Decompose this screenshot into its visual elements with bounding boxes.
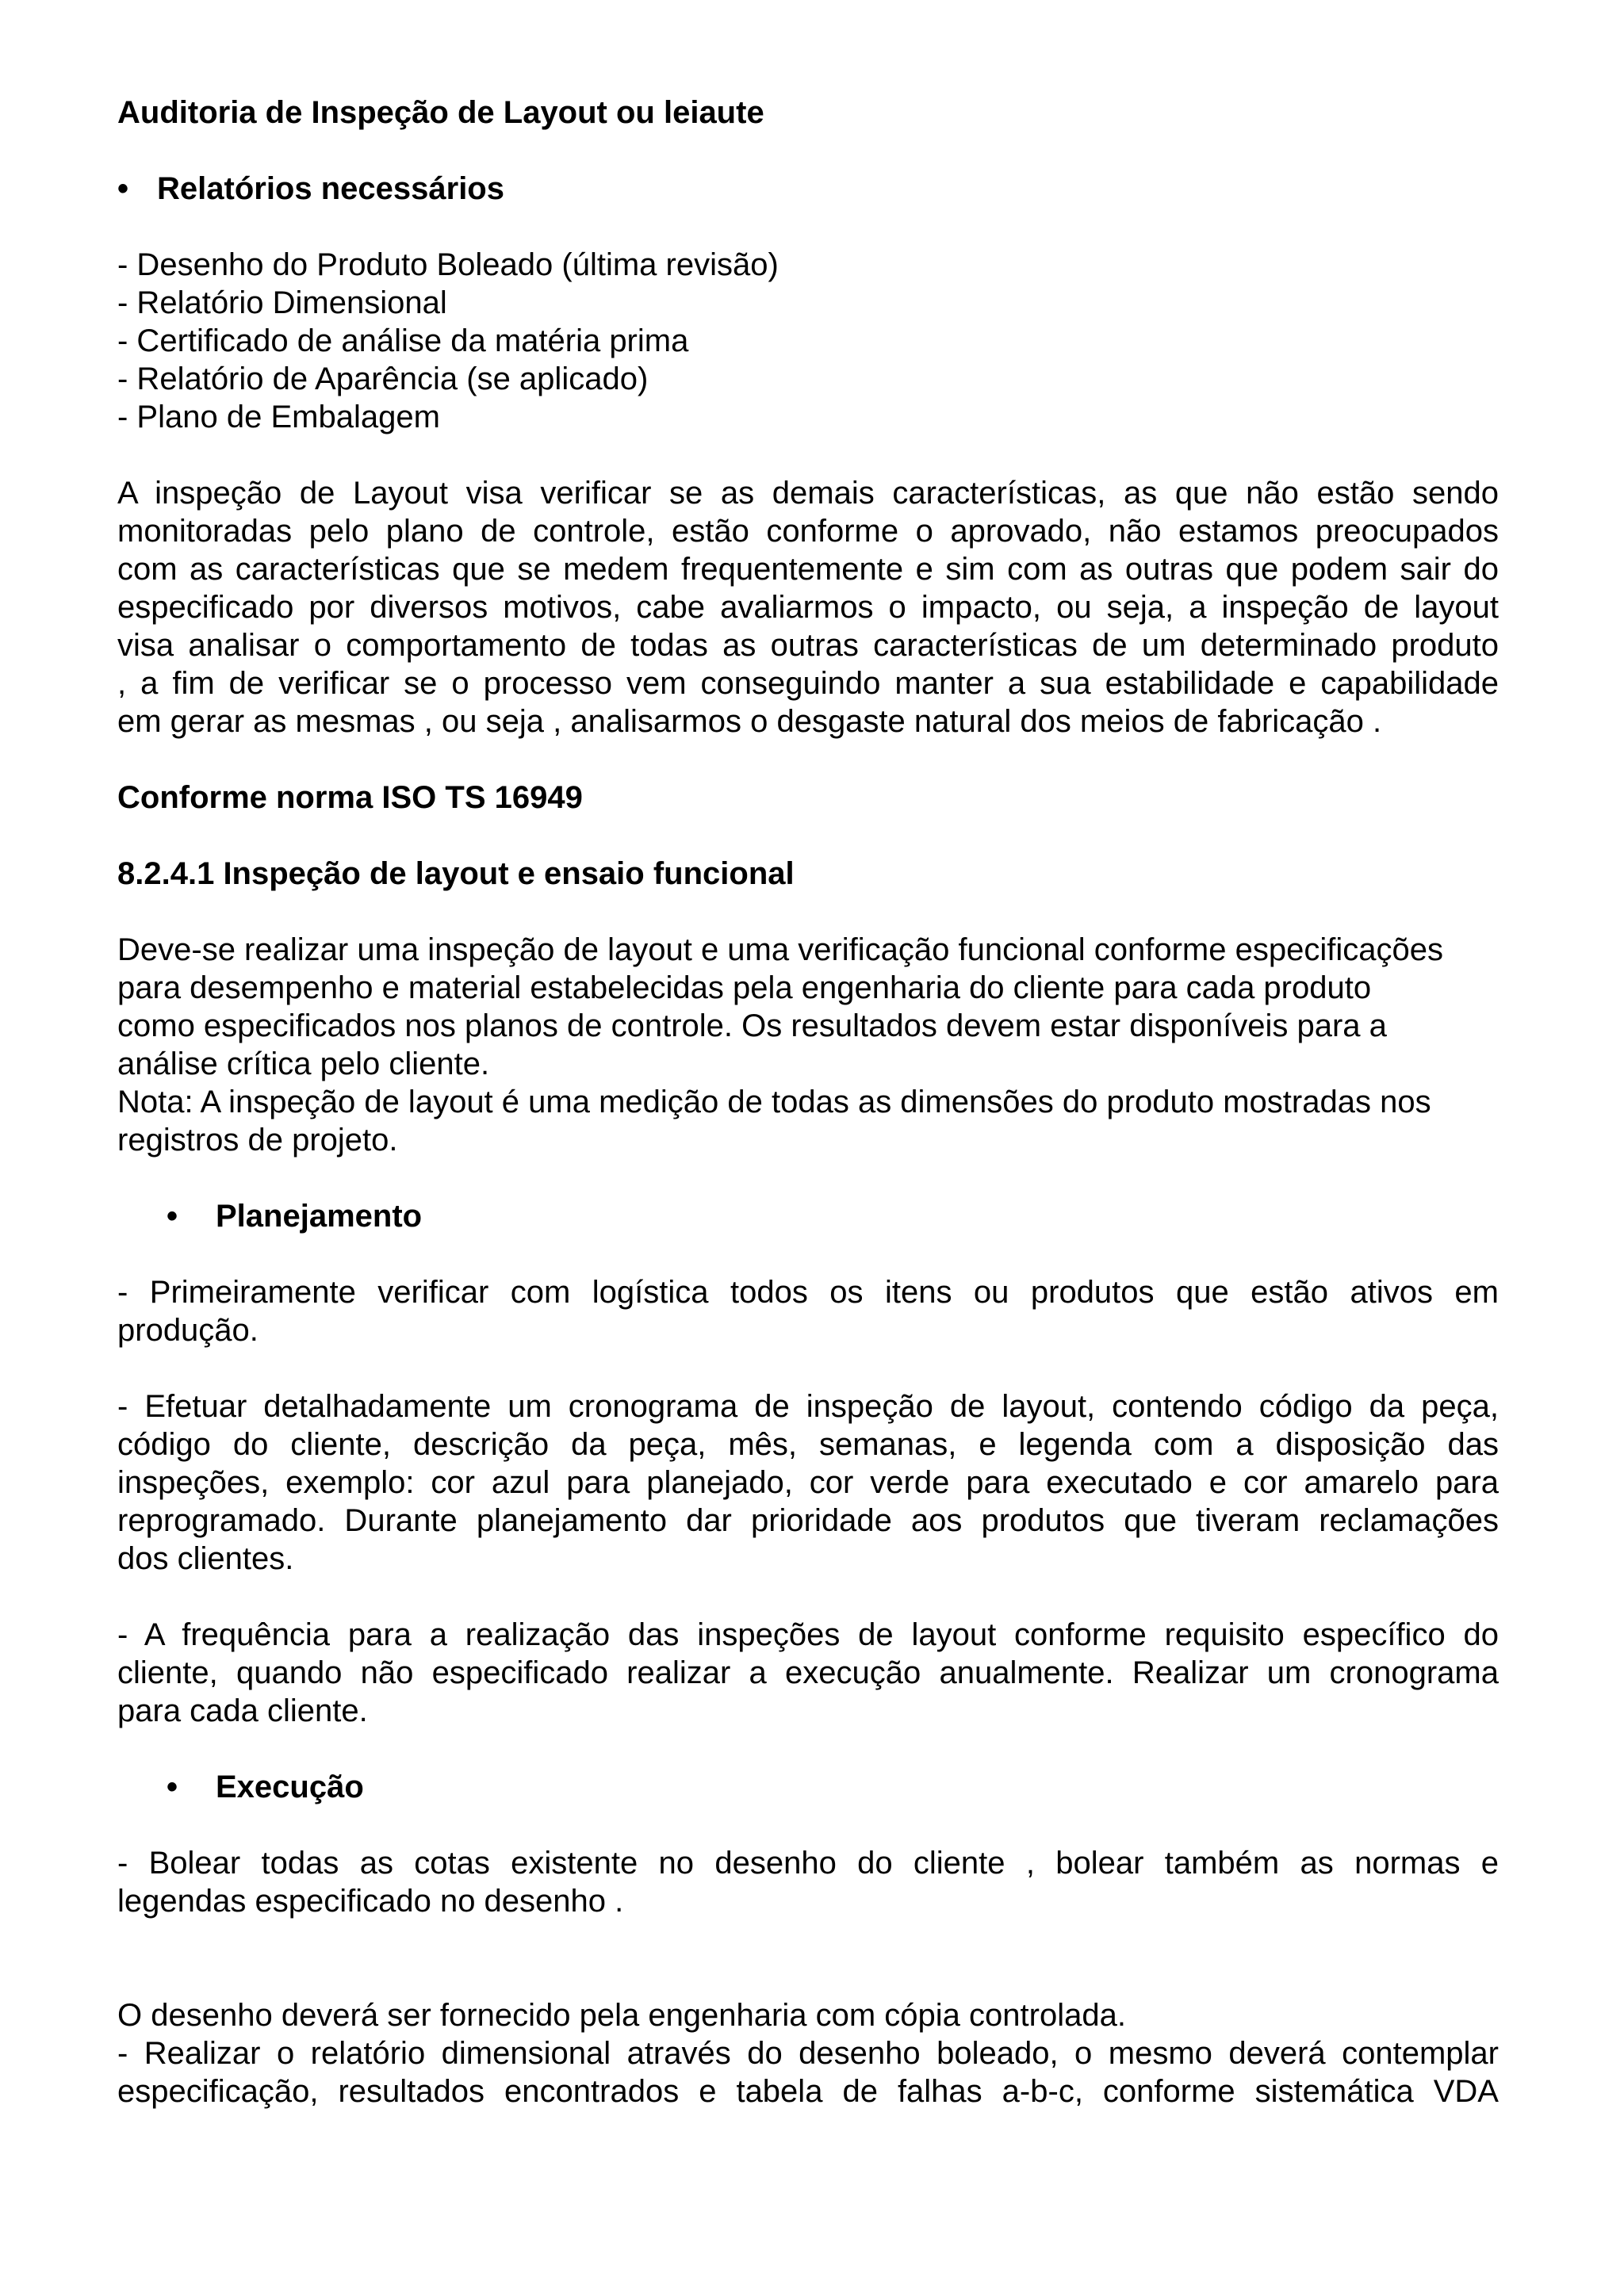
list-item: - Plano de Embalagem [117,400,440,434]
clause-heading: 8.2.4.1 Inspeção de layout e ensaio funcional [117,856,795,891]
paragraph-line: Deve-se realizar uma inspeção de layout e uma verificação funcional conforme especificações [117,932,1443,967]
reports-heading-row [117,170,1499,208]
list-item: - Desenho do Produto Boleado (última revisão) [117,247,779,282]
execution-heading: Execução [216,1770,364,1804]
paragraph-line: dos clientes. [117,1541,294,1576]
execution-paragraph [117,1844,1499,1920]
paragraph-line: registros de projeto. [117,1123,398,1158]
planning-paragraph-2 [117,1387,1499,1578]
paragraph-line: - Realizar o relatório dimensional através do desenho boleado, o mesmo deverá contemplar [117,2036,1499,2071]
paragraph-line: inspeções, exemplo: cor azul para planejado, cor verde para executado e cor amarelo para [117,1465,1499,1500]
paragraph-line: para cada cliente. [117,1693,368,1728]
planning-paragraph-1 [117,1273,1499,1349]
paragraph-line: - A frequência para a realização das inspeções de layout conforme requisito específico do [117,1617,1499,1652]
bullet-icon: • [167,1199,178,1234]
paragraph-line: O desenho deverá ser fornecido pela engenharia com cópia controlada. [117,1998,1126,2033]
paragraph-line: em gerar as mesmas , ou seja , analisarmos o desgaste natural dos meios de fabricação . [117,704,1382,739]
paragraph-line: visa analisar o comportamento de todas as outras características de um determinado produto [117,628,1499,663]
execution-heading-row [117,1768,1499,1806]
paragraph-line: Nota: A inspeção de layout é uma medição de todas as dimensões do produto mostradas nos [117,1085,1431,1119]
paragraph-line: com as características que se medem frequentemente e sim com as outras que podem sair do [117,552,1499,587]
norm-heading: Conforme norma ISO TS 16949 [117,780,583,815]
reports-heading: Relatórios necessários [157,171,504,206]
paragraph-line: cliente, quando não especificado realizar a execução anualmente. Realizar um cronograma [117,1655,1499,1690]
planning-paragraph-3 [117,1616,1499,1730]
paragraph-line: , a fim de verificar se o processo vem conseguindo manter a sua estabilidade e capabilidade [117,666,1499,701]
planning-heading-row [117,1197,1499,1235]
paragraph-line: especificação, resultados encontrados e tabela de falhas a-b-c, conforme sistemática VDA [117,2074,1499,2109]
paragraph-line: especificado por diversos motivos, cabe avaliarmos o impacto, ou seja, a inspeção de layout [117,590,1499,625]
paragraph-line: produção. [117,1313,259,1348]
paragraph-line: código do cliente, descrição da peça, mês, semanas, e legenda com a disposição das [117,1427,1499,1462]
bullet-icon: • [167,1770,178,1804]
document-body [117,94,1499,2110]
paragraph-line: legendas especificado no desenho . [117,1884,624,1919]
paragraph-line: - Primeiramente verificar com logística todos os itens ou produtos que estão ativos em [117,1275,1499,1310]
paragraph-line: reprogramado. Durante planejamento dar prioridade aos produtos que tiveram reclamações [117,1503,1499,1538]
list-item: - Relatório de Aparência (se aplicado) [117,362,649,396]
reports-list [117,246,1499,436]
paragraph-line: para desempenho e material estabelecidas pela engenharia do cliente para cada produto [117,970,1372,1005]
paragraph-line: - Bolear todas as cotas existente no desenho do cliente , bolear também as normas e [117,1846,1499,1881]
paragraph-line: monitoradas pelo plano de controle, estão conforme o aprovado, não estamos preocupados [117,514,1499,549]
bullet-icon: • [117,171,129,206]
paragraph-line: como especificados nos planos de controle. Os resultados devem estar disponíveis para a [117,1008,1387,1043]
intro-paragraph [117,474,1499,740]
execution-closing [117,1996,1499,2110]
list-item: - Relatório Dimensional [117,285,447,320]
list-item: - Certificado de análise da matéria prima [117,323,689,358]
planning-heading: Planejamento [216,1199,423,1234]
paragraph-line: A inspeção de Layout visa verificar se as demais características, as que não estão sendo [117,476,1499,511]
clause-paragraph [117,931,1499,1159]
paragraph-line: - Efetuar detalhadamente um cronograma de inspeção de layout, contendo código da peça, [117,1389,1499,1424]
document-title: Auditoria de Inspeção de Layout ou leiaute [117,95,764,130]
paragraph-line: análise crítica pelo cliente. [117,1047,490,1081]
